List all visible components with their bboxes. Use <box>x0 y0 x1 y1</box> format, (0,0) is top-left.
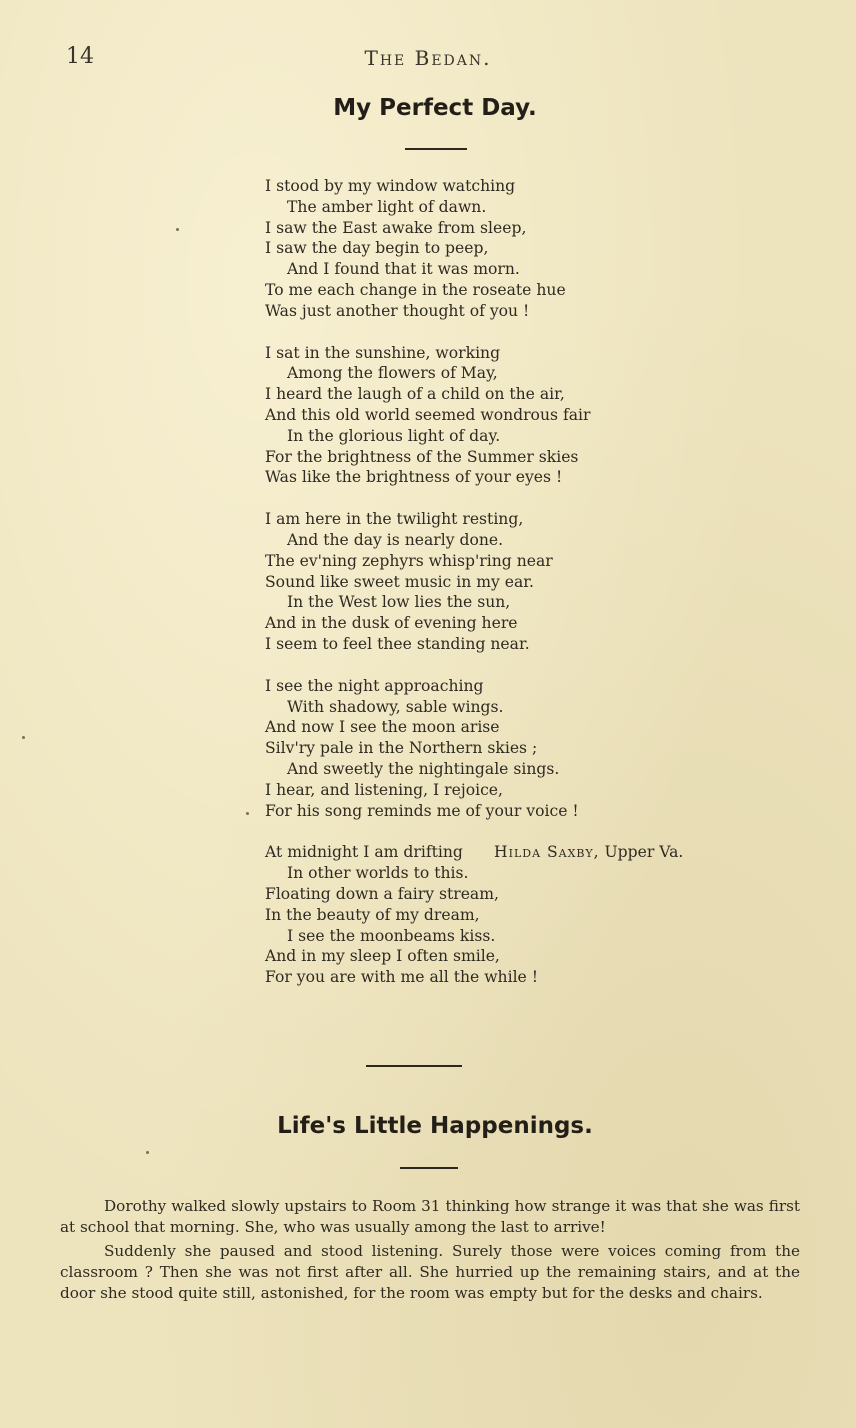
poem-line: The amber light of dawn. <box>287 197 487 216</box>
stanza-5 <box>265 842 685 988</box>
story-title: Life's Little Happenings. <box>277 1113 593 1139</box>
title-rule <box>400 1167 458 1169</box>
poem-line: I see the night approaching <box>265 676 484 695</box>
poem-line: Sound like sweet music in my ear. <box>265 572 535 591</box>
poem-line: Floating down a fairy stream, <box>265 884 499 903</box>
poem-line: For his song reminds me of your voice ! <box>265 801 579 820</box>
poem-line: I saw the East awake from sleep, <box>265 218 527 237</box>
author-name: Hilda Saxby, <box>494 843 600 861</box>
poem-line: I see the moonbeams kiss. <box>287 926 496 945</box>
paper-speck <box>146 1151 149 1154</box>
poem-title: My Perfect Day. <box>333 95 537 121</box>
poem-line: Was like the brightness of your eyes ! <box>265 468 563 487</box>
poem-line: The ev'ning zephyrs whisp'ring near <box>265 551 553 570</box>
paper-speck <box>246 812 249 815</box>
poem-line: And in the dusk of evening here <box>265 614 518 633</box>
paper-speck <box>22 736 25 739</box>
poem-line: I hear, and listening, I rejoice, <box>265 780 503 799</box>
poem-body <box>265 176 685 1009</box>
poem-line: I seem to feel thee standing near. <box>265 634 530 653</box>
poem-line: And this old world seemed wondrous fair <box>265 405 591 424</box>
poem-line: I heard the laugh of a child on the air, <box>265 385 565 404</box>
poem-line: And the day is nearly done. <box>287 530 504 549</box>
poem-line: To me each change in the roseate hue <box>265 280 566 299</box>
poem-line: For you are with me all the while ! <box>265 968 539 987</box>
stanza-3 <box>265 509 685 655</box>
paper-speck <box>176 228 179 231</box>
poem-line: In the West low lies the sun, <box>287 593 511 612</box>
poem-line: For the brightness of the Summer skies <box>265 447 579 466</box>
story-paragraph: Dorothy walked slowly upstairs to Room 31 thinking how strange it was that she was first at school that morning. She, who was usually among the last to arrive! <box>60 1197 800 1236</box>
stanza-2 <box>265 343 685 489</box>
poem-line: At midnight I am drifting <box>265 843 463 862</box>
poem-line: I am here in the twilight resting, <box>265 510 524 529</box>
poem-line: In other worlds to this. <box>287 864 469 883</box>
poem-line: In the beauty of my dream, <box>265 905 480 924</box>
author-class: Upper Va. <box>604 843 684 861</box>
poem-line: And in my sleep I often smile, <box>265 947 500 966</box>
poem-line: Silv'ry pale in the Northern skies ; <box>265 739 538 758</box>
stanza-1 <box>265 176 685 322</box>
poem-signature <box>494 843 683 861</box>
poem-line: With shadowy, sable wings. <box>287 697 504 716</box>
poem-line: Was just another thought of you ! <box>265 301 530 320</box>
title-rule <box>405 148 467 150</box>
section-divider <box>366 1065 462 1067</box>
stanza-4 <box>265 676 685 822</box>
poem-line: I stood by my window watching <box>265 177 516 195</box>
poem-line: And I found that it was morn. <box>287 260 520 279</box>
running-title: The Bedan. <box>364 46 492 70</box>
story-body <box>60 1196 800 1307</box>
poem-line: In the glorious light of day. <box>287 426 501 445</box>
poem-line: I sat in the sunshine, working <box>265 343 501 362</box>
poem-line: I saw the day begin to peep, <box>265 239 489 258</box>
story-paragraph: Suddenly she paused and stood listening. Surely those were voices coming from the classroom ? Then she was not first after all. She hurried up the remaining stairs, and at the door she stood quite still, astonished, for the room was empty but for the desks and chairs. <box>60 1242 800 1302</box>
poem-line: Among the flowers of May, <box>287 364 498 383</box>
poem-line: And now I see the moon arise <box>265 718 500 737</box>
page-number: 14 <box>66 44 94 69</box>
poem-line: And sweetly the nightingale sings. <box>287 759 560 778</box>
